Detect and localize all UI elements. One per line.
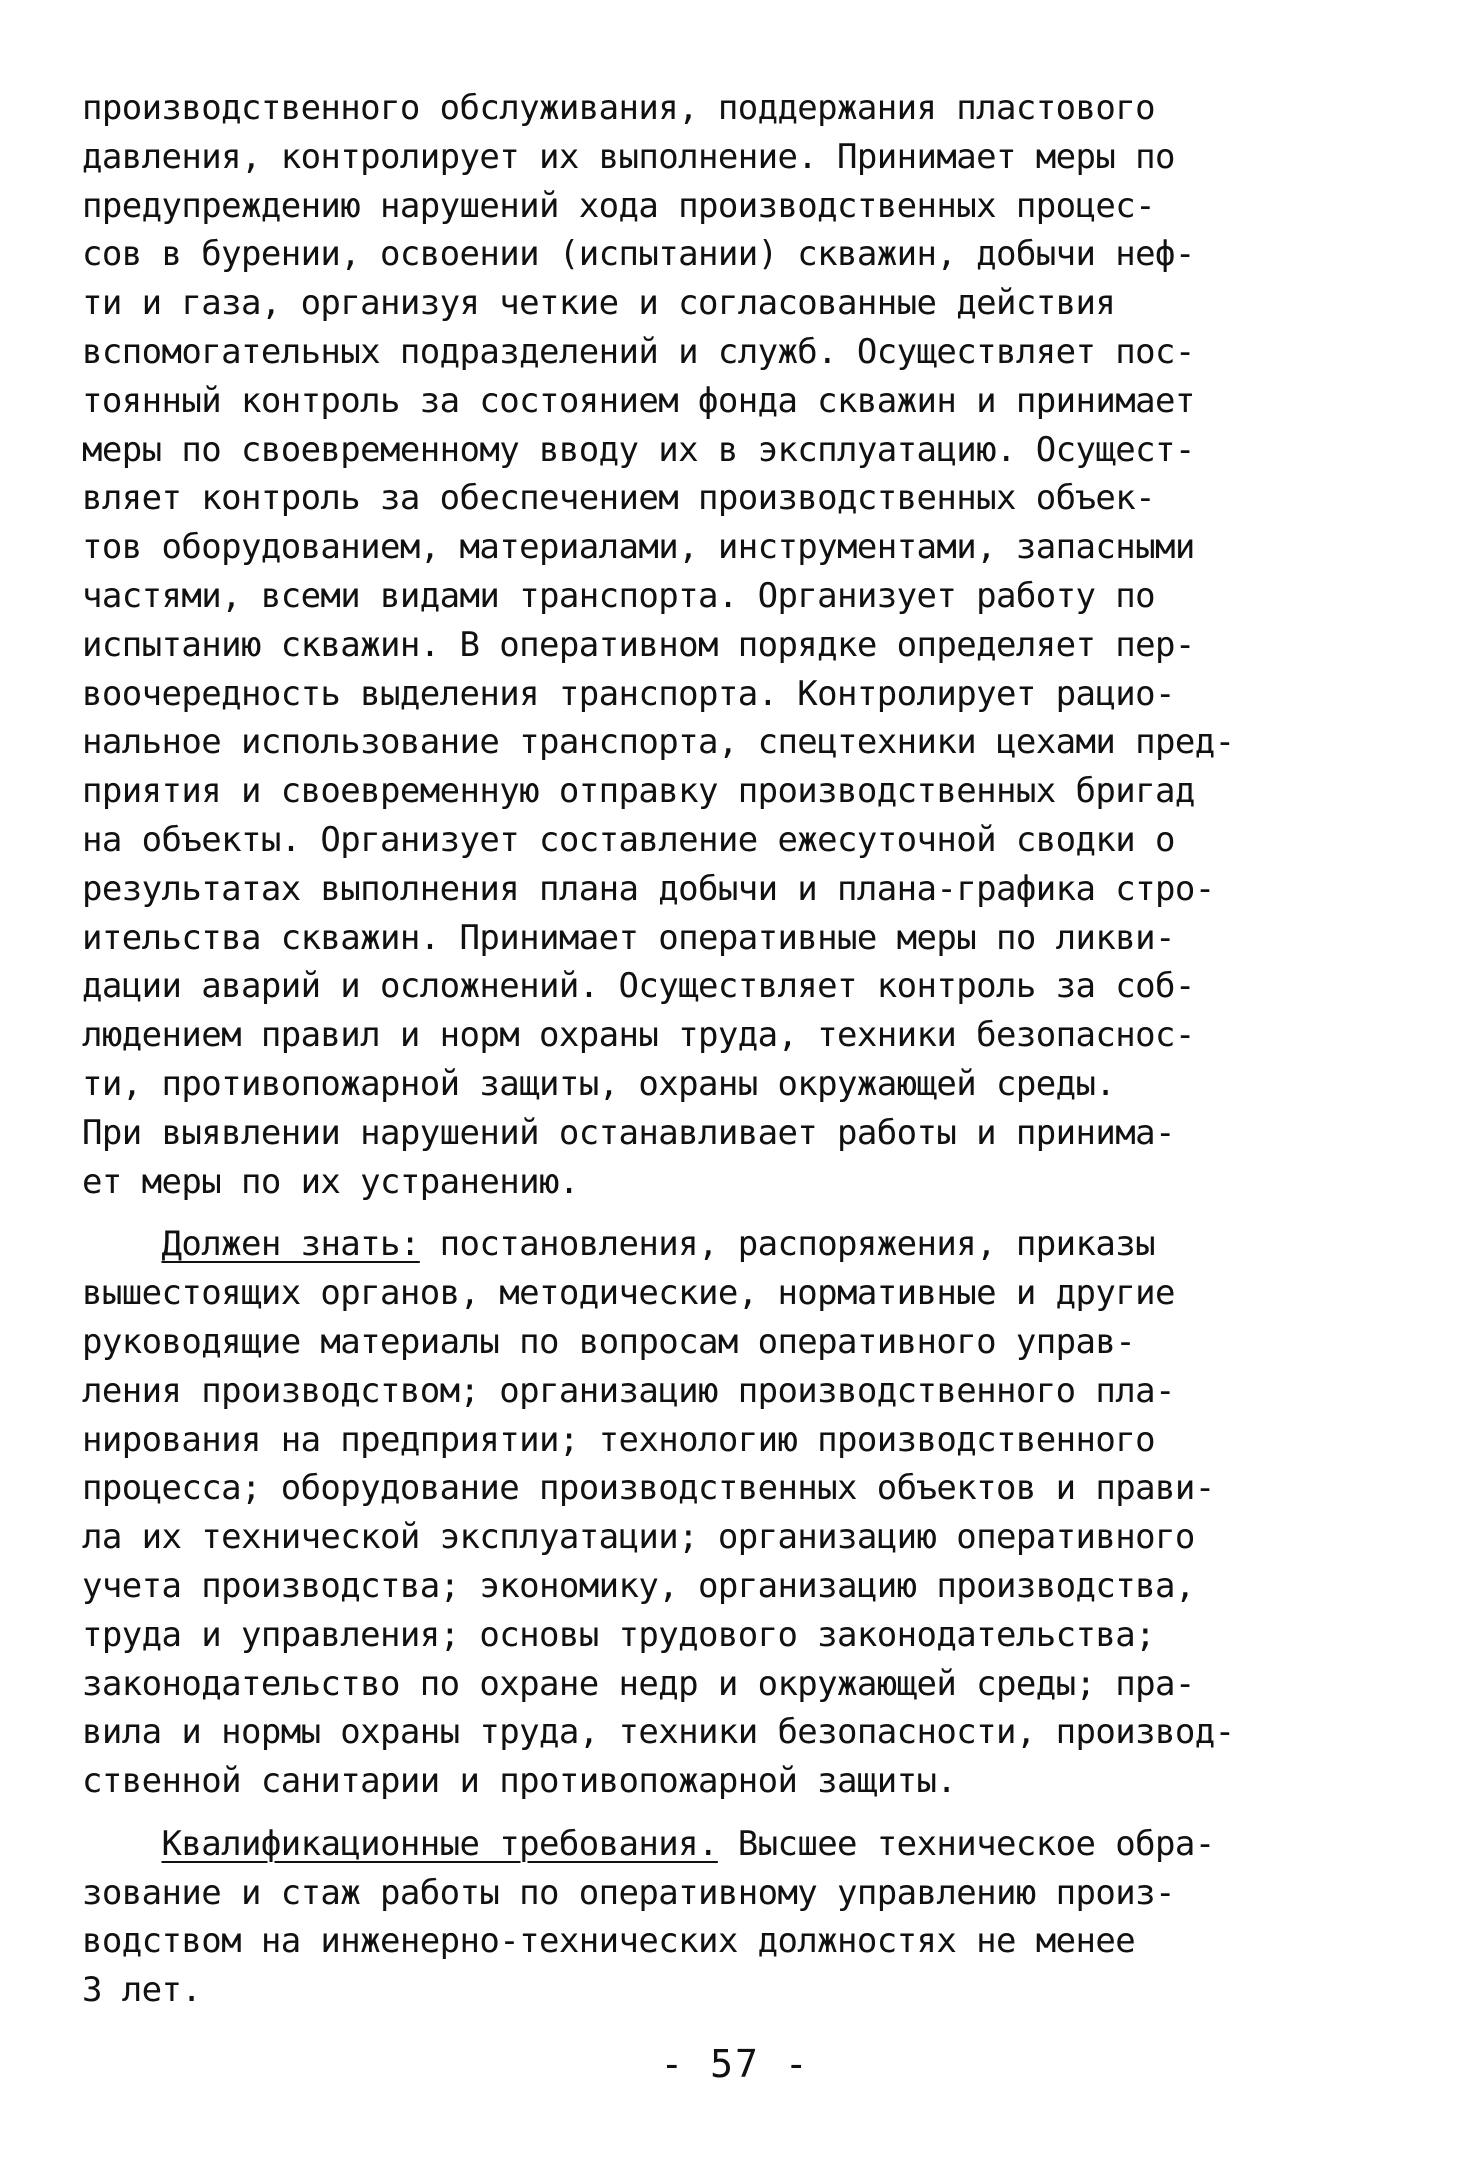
text-line: воочередность выделения транспорта. Контролирует рацио- — [82, 673, 1175, 714]
text-line: ет меры по их устранению. — [82, 1161, 579, 1202]
text-line: сов в бурении, освоении (испытании) скважин, добычи неф- — [82, 234, 1195, 275]
paragraph-must-know — [82, 1220, 1412, 1806]
text-line: производственного обслуживания, поддержания пластового — [82, 88, 1155, 128]
text-line: вляет контроль за обеспечением производственных объек- — [82, 478, 1155, 519]
text-line: предупреждению нарушений хода производственных процес- — [82, 185, 1155, 226]
text-line: труда и управления; основы трудового законодательства; — [82, 1614, 1155, 1655]
text-line: тоянный контроль за состоянием фонда скважин и принимает — [82, 380, 1195, 421]
text-line: законодательство по охране недр и окружающей среды; пра- — [82, 1663, 1195, 1704]
section-heading-must-know: Должен знать: — [161, 1224, 420, 1265]
text-line: давления, контролирует их выполнение. Принимает меры по — [82, 136, 1175, 177]
text-line: 3 лет. — [82, 1970, 202, 2011]
text-line: частями, всеми видами транспорта. Организует работу по — [82, 575, 1155, 616]
text-line: водством на инженерно-технических должностях не менее — [82, 1921, 1136, 1962]
text-line: вила и нормы охраны труда, техники безопасности, производ- — [82, 1712, 1235, 1753]
text-line: людением правил и норм охраны труда, техники безопаснос- — [82, 1015, 1195, 1056]
paragraph-gap — [82, 1206, 1412, 1220]
text-line: процесса; оборудование производственных объектов и прави- — [82, 1468, 1215, 1509]
text-line — [82, 1220, 1412, 1269]
text-line: зование и стаж работы по оперативному управлению произ- — [82, 1872, 1175, 1913]
paragraph-duties — [82, 84, 1412, 1206]
text-line: дации аварий и осложнений. Осуществляет контроль за соб- — [82, 966, 1195, 1007]
text-line: испытанию скважин. В оперативном порядке определяет пер- — [82, 624, 1195, 665]
body-text — [82, 84, 1412, 2015]
text-line: При выявлении нарушений останавливает работы и принима- — [82, 1112, 1175, 1153]
text-line: руководящие материалы по вопросам оперативного управ- — [82, 1321, 1136, 1362]
paragraph-qualification — [82, 1820, 1412, 2015]
text-line: на объекты. Организует составление ежесуточной сводки о — [82, 819, 1175, 860]
text-fragment: постановления, распоряжения, приказы — [419, 1224, 1155, 1265]
text-line: ительства скважин. Принимает оперативные меры по ликви- — [82, 917, 1175, 958]
text-line: ственной санитарии и противопожарной защиты. — [82, 1761, 957, 1802]
text-line: нальное использование транспорта, спецтехники цехами пред- — [82, 722, 1235, 763]
text-line: вышестоящих органов, методические, нормативные и другие — [82, 1273, 1175, 1314]
text-line: ла их технической эксплуатации; организацию оперативного — [82, 1517, 1195, 1558]
paragraph-gap — [82, 1806, 1412, 1820]
section-heading-qualification: Квалификационные требования. — [161, 1823, 718, 1864]
text-line: ти, противопожарной защиты, охраны окружающей среды. — [82, 1063, 1116, 1104]
text-line: меры по своевременному вводу их в эксплуатацию. Осущест- — [82, 429, 1195, 470]
text-line: учета производства; экономику, организацию производства, — [82, 1565, 1195, 1606]
text-line: результатах выполнения плана добычи и плана-графика стро- — [82, 868, 1215, 909]
text-line: приятия и своевременную отправку производственных бригад — [82, 771, 1195, 812]
text-line: вспомогательных подразделений и служб. Осуществляет пос- — [82, 331, 1195, 372]
text-line: ления производством; организацию производственного пла- — [82, 1370, 1175, 1411]
text-line: нирования на предприятии; технологию производственного — [82, 1419, 1155, 1460]
text-fragment: Высшее техническое обра- — [717, 1823, 1215, 1864]
text-line: ти и газа, организуя четкие и согласованные действия — [82, 283, 1116, 324]
text-line — [82, 1820, 1412, 1869]
text-line: тов оборудованием, материалами, инструментами, запасными — [82, 527, 1195, 568]
page-number: - 57 - — [660, 2042, 810, 2086]
